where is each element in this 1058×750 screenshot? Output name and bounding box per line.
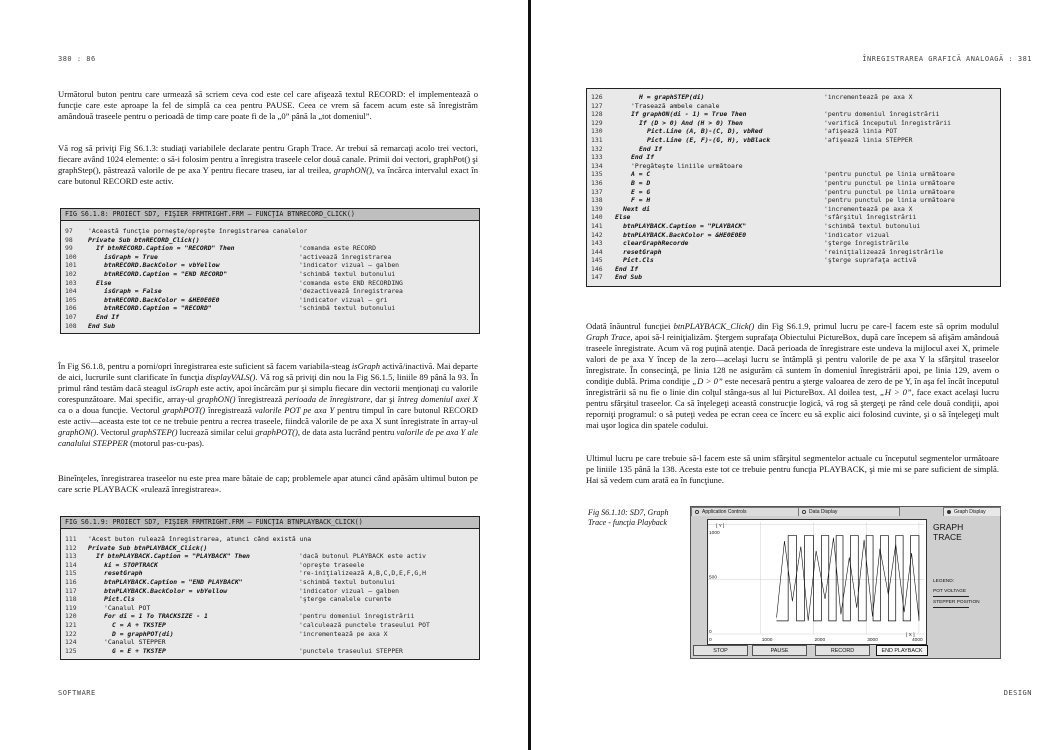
line-number: 120 <box>65 612 77 621</box>
code-text: isGraph = True <box>104 252 158 261</box>
code-line <box>587 110 1000 119</box>
code-text: Private Sub btnPLAYBACK_Click() <box>88 543 208 552</box>
line-number: 144 <box>591 247 603 256</box>
code-line <box>587 127 1000 136</box>
line-number: 129 <box>591 118 603 127</box>
code-line <box>61 544 479 553</box>
code-comment: 'opreşte traseele <box>299 560 365 569</box>
code-comment: 'dacă butonul PLAYBACK este activ <box>299 552 426 561</box>
code-text: btnPLAYBACK.Caption = "END PLAYBACK" <box>104 577 243 586</box>
legend-item-pot: POT VOLTAGE <box>933 589 967 594</box>
line-number: 142 <box>591 230 603 239</box>
code-listing <box>60 208 480 334</box>
paragraph: În Fig S6.1.8, pentru a porni/opri înregistrarea este suficient să facem variabila-steag isGraph activă/inactivă. Mai departe de aici, lucrurile sunt clarificate în funcţia displayVALS(). Vă rog să priviţi din nou la Fig S6.1.5, liniile 89 până la 93. În primul rând testăm dacă steagul isGraph este activ, apoi încărcăm pur şi simplu fiecare din vectorii menţionaţi cu valorile corespunzătoare. Mai specific, array-ul graphON() înregistrează perioada de înregistrare, dar şi întreg domeniul axei X ca o a doua funcţie. Vectorul graphPOT() înregistrează valorile POT pe axa Y pentru timpul în care butonul RECORD este activ—aceasta este tot ce ne trebuie pentru a recrea traseele, fiindcă valorile de pe axa X sunt înregistrate în array-ul graphON(). Vectorul graphSTEP() lucrează similar celui graphPOT(), de data asta lucrând pentru valorile de pe axa Y ale canalului STEPPER (motorul pas-cu-pas). <box>58 361 479 448</box>
line-number: 119 <box>65 603 77 612</box>
code-comment: 'pentru domeniul înregistrării <box>299 612 415 621</box>
paragraph: Odată înăuntrul funcţiei btnPLAYBACK_Click() din Fig S6.1.9, primul lucru pe care-l facem este să oprim modulul Graph Trace, apoi să-l reiniţializăm. Ştergem suprafaţa Obiectului PictureBox, după care începem să afişăm amândouă traseele înregistrate. Acum vă rog puţină atenţie. Dacă perioada de înregistrare este undeva la mijlocul axei X, primele valori de pe axa Y încep de la zero—acelaşi lucru se întâmplă şi pentru valorile de pe axa Y la sfârşitul traseelor înregistrate. În consecinţă, pe linia 128 ne asigurăm că suntem în domeniul înregistrării apoi, pe linia 129, avem o condiţie dublă. Prima condiţie „D > 0” este necesară pentru a şterge valoarea de zero de pe Y, în aşa fel încât începutul înregistrării să nu fie o linie din colţul stânga-sus al lui PictureBox. Al doilea test, „H > 0”, face exact acelaşi lucru pentru sfârşitul traseelor. Ca să înţelegeţi această construcţie logică, vă rog să ştergeţi pe rând cele două condiţii, apoi reporniţi programul: o să puteţi vedea pe ecran ceea ce încerc eu să explic aici folosind cuvinte, şi o să înţelegeţi mult mai uşor logica din spatele codului. <box>586 321 999 430</box>
listing-body <box>61 221 479 333</box>
right-page <box>531 0 1058 750</box>
page-header: ÎNREGISTRAREA GRAFICĂ ANALOAGĂ : 381 <box>862 55 1032 63</box>
radio-icon <box>695 510 699 514</box>
code-text: btnRECORD.BackColor = vbYellow <box>104 261 220 270</box>
line-number: 140 <box>591 213 603 222</box>
code-line <box>61 244 479 253</box>
code-text: btnPLAYBACK.BackColor = &HE0E0E0 <box>623 230 747 239</box>
code-text: If btnPLAYBACK.Caption = "PLAYBACK" Then <box>96 552 250 561</box>
code-listing <box>586 88 1001 287</box>
code-line <box>61 270 479 279</box>
code-comment: 'incrementează pe axa X <box>824 204 913 213</box>
code-comment: 'comanda este END RECORDING <box>299 278 403 287</box>
x-axis-label: [ X ] <box>906 633 915 638</box>
code-comment: 'comanda este RECORD <box>299 244 376 253</box>
code-comment: 'pentru domeniul înregistrării <box>824 110 940 119</box>
line-number: 135 <box>591 170 603 179</box>
code-line <box>587 119 1000 128</box>
code-text: ki = STOPTRACK <box>104 560 158 569</box>
code-text: Else <box>96 278 112 287</box>
line-number: 114 <box>65 560 77 569</box>
line-number: 132 <box>591 144 603 153</box>
code-comment: 'pentru punctul pe linia următoare <box>824 196 955 205</box>
code-line <box>61 595 479 604</box>
line-number: 98 <box>65 235 73 244</box>
left-page <box>0 0 528 750</box>
code-line <box>587 170 1000 179</box>
line-number: 118 <box>65 595 77 604</box>
code-comment: 'incrementează pe axa X <box>824 93 913 101</box>
code-comment: 'reiniţializează înregistrările <box>824 247 944 256</box>
line-number: 115 <box>65 569 77 578</box>
code-text: 'Această funcţie porneşte/opreşte înregistrarea canalelor <box>88 227 308 235</box>
line-number: 145 <box>591 256 603 265</box>
line-number: 112 <box>65 543 77 552</box>
code-line <box>587 239 1000 248</box>
code-text: Pict.Line (A, B)-(C, D), vbRed <box>647 127 763 136</box>
code-text: 'Canalul STEPPER <box>104 638 166 647</box>
line-number: 138 <box>591 196 603 205</box>
code-comment: 'schimbă textul butonului <box>299 304 396 313</box>
listing-body <box>61 529 479 659</box>
code-text: resetGraph <box>623 247 662 256</box>
code-comment: 'incrementează pe axa X <box>299 629 388 638</box>
code-comment: 'schimbă textul butonului <box>299 577 396 586</box>
graph-title: GRAPH TRACE <box>933 522 964 542</box>
line-number: 97 <box>65 227 73 235</box>
code-comment: 'dezactivează înregistrarea <box>299 287 403 296</box>
code-line <box>61 296 479 305</box>
line-number: 101 <box>65 261 77 270</box>
code-text: For di = 1 To TRACKSIZE - 1 <box>104 612 208 621</box>
code-text: G = E + TKSTEP <box>112 646 166 655</box>
code-text: 'Trasează ambele canale <box>631 101 720 110</box>
code-line <box>61 279 479 288</box>
code-line <box>587 256 1000 265</box>
line-number: 103 <box>65 278 77 287</box>
code-line <box>587 205 1000 214</box>
code-text: 'Pregăteşte liniile următoare <box>631 161 743 170</box>
code-text: F = H <box>631 196 651 205</box>
paragraph: Următorul buton pentru care urmează să scriem ceva cod este cel care afişează textul RECORD: el implementează o funcţie care este aproape la fel de simplă ca cea pentru PAUSE. Ceea ce vrem să facem acum este să înregistrăm amândouă traseele pentru o perioadă de timp care poate fi de la „0” până la „tot domeniul”. <box>58 89 478 121</box>
code-line <box>587 179 1000 188</box>
code-text: btnRECORD.BackColor = &HE0E0E0 <box>104 295 220 304</box>
tab-application-controls[interactable]: Application Controls <box>691 507 799 516</box>
code-text: btnPLAYBACK.BackColor = vbYellow <box>104 586 228 595</box>
code-text: Else <box>615 213 631 222</box>
graph-svg <box>708 520 926 644</box>
line-number: 122 <box>65 629 77 638</box>
tab-bar <box>691 507 1000 516</box>
code-text: C = A + TKSTEP <box>112 620 166 629</box>
graph-trace-window <box>690 506 1001 659</box>
code-line <box>61 253 479 262</box>
code-line <box>587 213 1000 222</box>
code-line <box>587 93 1000 102</box>
x-tick-label: 3000 <box>867 638 878 643</box>
y-tick-label: 500 <box>709 575 718 581</box>
line-number: 108 <box>65 321 77 330</box>
line-number: 128 <box>591 110 603 119</box>
code-comment: 'schimbă textul butonului <box>299 269 396 278</box>
code-text: H = graphSTEP(di) <box>639 93 705 101</box>
code-line <box>587 153 1000 162</box>
code-line <box>587 273 1000 282</box>
code-listing <box>60 516 480 660</box>
code-comment: 'şterge suprafaţa activă <box>824 256 917 265</box>
line-number: 100 <box>65 252 77 261</box>
pause-button[interactable]: PAUSE <box>752 645 807 656</box>
code-line <box>61 569 479 578</box>
code-text: End If <box>639 144 663 153</box>
code-line <box>61 304 479 313</box>
code-line <box>587 196 1000 205</box>
line-number: 141 <box>591 221 603 230</box>
code-line <box>587 136 1000 145</box>
tab-graph-display[interactable]: Graph Display <box>943 507 1001 516</box>
end-playback-button[interactable]: END PLAYBACK <box>876 645 928 656</box>
code-text: btnRECORD.Caption = "RECORD" <box>104 304 212 313</box>
line-number: 117 <box>65 586 77 595</box>
code-text: resetGraph <box>104 569 143 578</box>
line-number: 121 <box>65 620 77 629</box>
listing-title: FIG S6.1.8: PROIECT SD7, FIŞIER FRMTRIGHT.FRM – FUNCŢIA BTNRECORD_CLICK() <box>61 209 479 221</box>
page-footer: SOFTWARE <box>58 689 96 697</box>
line-number: 99 <box>65 244 73 253</box>
code-comment: 'schimbă textul butonului <box>824 221 921 230</box>
line-number: 107 <box>65 312 77 321</box>
code-line <box>587 248 1000 257</box>
code-text: 'Canalul POT <box>104 603 151 612</box>
code-line <box>61 322 479 331</box>
legend-swatch-stepper <box>933 607 969 608</box>
line-number: 137 <box>591 187 603 196</box>
code-comment: 'şterge înregistrările <box>824 239 909 248</box>
code-line <box>587 231 1000 240</box>
paragraph: Ultimul lucru pe care trebuie să-l facem este să unim sfârşitul segmentelor actuale cu începutul segmentelor următoare pe liniile 135 până la 138. Acesta este tot ce trebuie pentru funcţia PLAYBACK, şi mie mi se pare suficient de simplă. Hai să vedem cum arată ea în funcţiune. <box>586 453 999 485</box>
code-comment: 'pentru punctul pe linia următoare <box>824 187 955 196</box>
code-text: Next di <box>623 204 650 213</box>
x-tick-label: 4000 <box>912 638 923 643</box>
code-line <box>61 612 479 621</box>
code-line <box>61 535 479 544</box>
code-line <box>587 222 1000 231</box>
code-line <box>61 621 479 630</box>
code-comment: 'afişează linia STEPPER <box>824 135 913 144</box>
line-number: 131 <box>591 135 603 144</box>
code-text: If btnRECORD.Caption = "RECORD" Then <box>96 244 235 253</box>
code-line <box>61 630 479 639</box>
stop-button[interactable]: STOP <box>693 645 748 656</box>
code-text: Pict.Cls <box>623 256 654 265</box>
page-footer: DESIGN <box>1003 689 1032 697</box>
line-number: 136 <box>591 178 603 187</box>
code-line <box>587 102 1000 111</box>
code-line <box>61 578 479 587</box>
code-text: btnRECORD.Caption = "END RECORD" <box>104 269 228 278</box>
graph-plot-area <box>707 519 927 645</box>
listing-body <box>587 89 1000 286</box>
code-text: D = graphPOT(di) <box>112 629 174 638</box>
code-line <box>61 236 479 245</box>
code-comment: 'punctele traseului STEPPER <box>299 646 403 655</box>
code-text: btnPLAYBACK.Caption = "PLAYBACK" <box>623 221 747 230</box>
line-number: 125 <box>65 646 77 655</box>
code-line <box>61 561 479 570</box>
line-number: 106 <box>65 304 77 313</box>
code-comment: 'pentru punctul pe linia următoare <box>824 178 955 187</box>
x-tick-label: 0 <box>709 638 712 643</box>
code-line <box>61 313 479 322</box>
code-text: End Sub <box>615 273 642 282</box>
line-number: 143 <box>591 239 603 248</box>
code-comment: 'şterge canalele curente <box>299 595 392 604</box>
code-text: End If <box>96 312 120 321</box>
code-line <box>587 265 1000 274</box>
figure-caption: Fig S6.1.10: SD7, Graph Trace - funcţia Playback <box>588 508 669 527</box>
tab-data-display[interactable]: Data Display <box>798 507 900 516</box>
code-line <box>61 261 479 270</box>
line-number: 134 <box>591 161 603 170</box>
line-number: 104 <box>65 287 77 296</box>
code-comment: 'sfârşitul înregistrării <box>824 213 917 222</box>
code-text: End Sub <box>88 321 115 330</box>
paragraph: Bineînţeles, înregistrarea traseelor nu este prea mare bătaie de cap; problemele apar atunci când apăsăm ultimul buton pe care scrie PLAYBACK «rulează înregistrarea». <box>58 473 478 494</box>
line-number: 146 <box>591 264 603 273</box>
code-comment: 'indicator vizual – galben <box>299 586 400 595</box>
line-number: 127 <box>591 101 603 110</box>
line-number: 111 <box>65 535 77 543</box>
code-line <box>61 647 479 656</box>
stepper-trace <box>777 536 919 621</box>
code-text: B = D <box>631 178 651 187</box>
code-text: If (D > 0) And (H > 0) Then <box>639 118 743 127</box>
code-comment: 'indicator vizual – galben <box>299 261 400 270</box>
code-line <box>587 188 1000 197</box>
line-number: 139 <box>591 204 603 213</box>
line-number: 147 <box>591 273 603 282</box>
code-comment: 'afişează linia POT <box>824 127 898 136</box>
code-line <box>61 287 479 296</box>
record-button[interactable]: RECORD <box>815 645 870 656</box>
code-line <box>61 552 479 561</box>
code-comment: 'indicator vizual – gri <box>299 295 388 304</box>
code-text: clearGraphRecorde <box>623 239 689 248</box>
line-number: 105 <box>65 295 77 304</box>
code-line <box>587 145 1000 154</box>
code-text: End If <box>615 264 639 273</box>
code-text: E = G <box>631 187 651 196</box>
line-number: 116 <box>65 577 77 586</box>
code-line <box>61 604 479 613</box>
code-comment: 'indicator vizual <box>824 230 890 239</box>
code-comment: 'verifică începutul înregistrării <box>824 118 951 127</box>
code-comment: 'activează înregistrarea <box>299 252 392 261</box>
legend-swatch-pot <box>933 596 969 597</box>
code-text: If graphON(di - 1) = True Then <box>631 110 747 119</box>
y-axis-label: [ Y ] <box>716 524 725 529</box>
page-header: 380 : 86 <box>58 55 96 63</box>
line-number: 124 <box>65 638 77 647</box>
code-text: A = C <box>631 170 651 179</box>
radio-selected-icon <box>947 510 951 514</box>
listing-title: FIG S6.1.9: PROIECT SD7, FIŞIER FRMTRIGHT.FRM – FUNCŢIA BTNPLAYBACK_CLICK() <box>61 517 479 529</box>
code-text: Pict.Line (E, F)-(G, H), vbBlack <box>647 135 771 144</box>
line-number: 102 <box>65 269 77 278</box>
y-tick-label: 1000 <box>709 531 720 536</box>
code-comment: 'calculează punctele traseului POT <box>299 620 430 629</box>
code-text: Pict.Cls <box>104 595 135 604</box>
code-text: Private Sub btnRECORD_Click() <box>88 235 200 244</box>
code-line <box>61 638 479 647</box>
x-tick-label: 1000 <box>761 638 773 643</box>
line-number: 113 <box>65 552 77 561</box>
legend-label: LEGEND: <box>933 579 955 584</box>
code-text: isGraph = False <box>104 287 162 296</box>
code-text: 'Acest buton rulează înregistrarea, atunci când există una <box>88 535 312 543</box>
line-number: 130 <box>591 127 603 136</box>
radio-icon <box>802 510 806 514</box>
code-line <box>61 227 479 236</box>
line-number: 133 <box>591 153 603 162</box>
code-line <box>587 162 1000 171</box>
x-tick-label: 2000 <box>814 638 826 643</box>
code-comment: 're-iniţializează A,B,C,D,E,F,G,H <box>299 569 426 578</box>
legend-item-stepper: STEPPER POSITION <box>933 600 980 605</box>
line-number: 126 <box>591 93 603 101</box>
y-tick-label: 0 <box>709 630 712 635</box>
code-text: End If <box>631 153 655 162</box>
paragraph: Vă rog să priviţi Fig S6.1.3: studiaţi variabilele declarate pentru Graph Trace. Ar trebui să remarcaţi acolo trei vectori, fiecare având 1024 elemente: o să-i folosim pentru a înregistra traseele celor două canale. Primii doi vectori, graphPot() şi graphStep(), păstrează valorile de pe axa Y pentru fiecare traseu, iar al treilea, graphON(), va încărca intervalul exact în care butonul RECORD este activ. <box>58 143 478 186</box>
code-comment: 'pentru punctul pe linia următoare <box>824 170 955 179</box>
code-line <box>61 587 479 596</box>
